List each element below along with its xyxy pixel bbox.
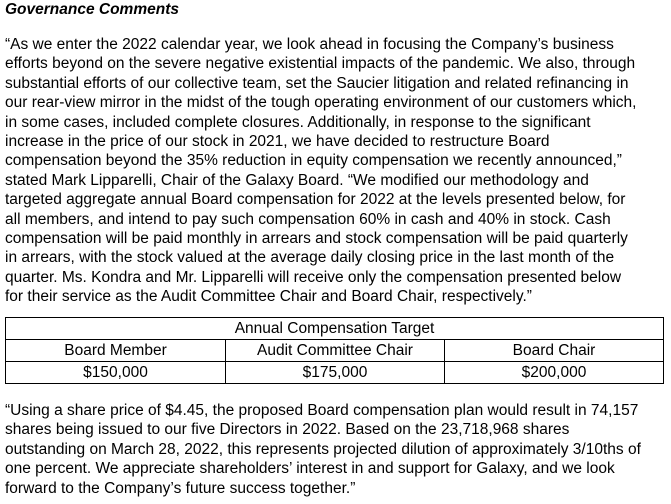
- section-heading: Governance Comments: [5, 1, 179, 18]
- value-board-chair: $200,000: [445, 362, 664, 384]
- paragraph-line: increase in the price of our stock in 2021, we have decided to restructure Board: [5, 132, 550, 150]
- header-board-chair: Board Chair: [445, 340, 664, 362]
- paragraph-line: our rear-view mirror in the midst of the tough operating environment of our customers which,: [5, 94, 637, 112]
- paragraph-line: in arrears, with the stock valued at the average daily closing price in the last month of the: [5, 249, 615, 267]
- header-audit-committee-chair: Audit Committee Chair: [226, 340, 445, 362]
- paragraph-line: stated Mark Lipparelli, Chair of the Galaxy Board. “We modified our methodology and: [5, 171, 589, 189]
- paragraph-line: shares being issued to our five Directors in 2022. Based on the 23,718,968 shares: [5, 421, 570, 439]
- value-audit-committee-chair: $175,000: [226, 362, 445, 384]
- paragraph-line: forward to the Company’s future success together.”: [5, 479, 356, 497]
- paragraph-line: one percent. We appreciate shareholders’ interest in and support for Galaxy, and we look: [5, 460, 615, 478]
- paragraph-line: all members, and intend to pay such compensation 60% in cash and 40% in stock. Cash: [5, 210, 611, 228]
- paragraph-line: in some cases, included complete closures. Additionally, in response to the significant: [5, 113, 591, 131]
- share-dilution-paragraph: [5, 401, 667, 498]
- paragraph-line: “Using a share price of $4.45, the proposed Board compensation plan would result in 74,157: [5, 402, 639, 419]
- paragraph-line: efforts beyond on the severe negative existential impacts of the pandemic. We also, through: [5, 55, 636, 73]
- header-board-member: Board Member: [6, 340, 226, 362]
- compensation-table: [5, 317, 664, 384]
- paragraph-line: compensation will be paid monthly in arrears and stock compensation will be paid quarterly: [5, 229, 628, 247]
- table-row: [6, 362, 664, 384]
- paragraph-line: “As we enter the 2022 calendar year, we look ahead in focusing the Company’s business: [5, 36, 614, 53]
- paragraph-line: substantial efforts of our collective team, set the Saucier litigation and related refinancing in: [5, 74, 629, 92]
- table-title-row: [6, 318, 664, 340]
- table-header-row: [6, 340, 664, 362]
- paragraph-line: for their service as the Audit Committee Chair and Board Chair, respectively.”: [5, 288, 532, 306]
- paragraph-line: compensation beyond the 35% reduction in equity compensation we recently announced,”: [5, 152, 622, 170]
- value-board-member: $150,000: [6, 362, 226, 384]
- governance-quote-paragraph: [5, 35, 667, 306]
- table-title: Annual Compensation Target: [6, 318, 664, 340]
- paragraph-line: targeted aggregate annual Board compensation for 2022 at the levels presented below, for: [5, 191, 626, 209]
- paragraph-line: quarter. Ms. Kondra and Mr. Lipparelli will receive only the compensation presented below: [5, 268, 622, 286]
- paragraph-line: outstanding on March 28, 2022, this represents projected dilution of approximately 3/10ths of: [5, 440, 641, 458]
